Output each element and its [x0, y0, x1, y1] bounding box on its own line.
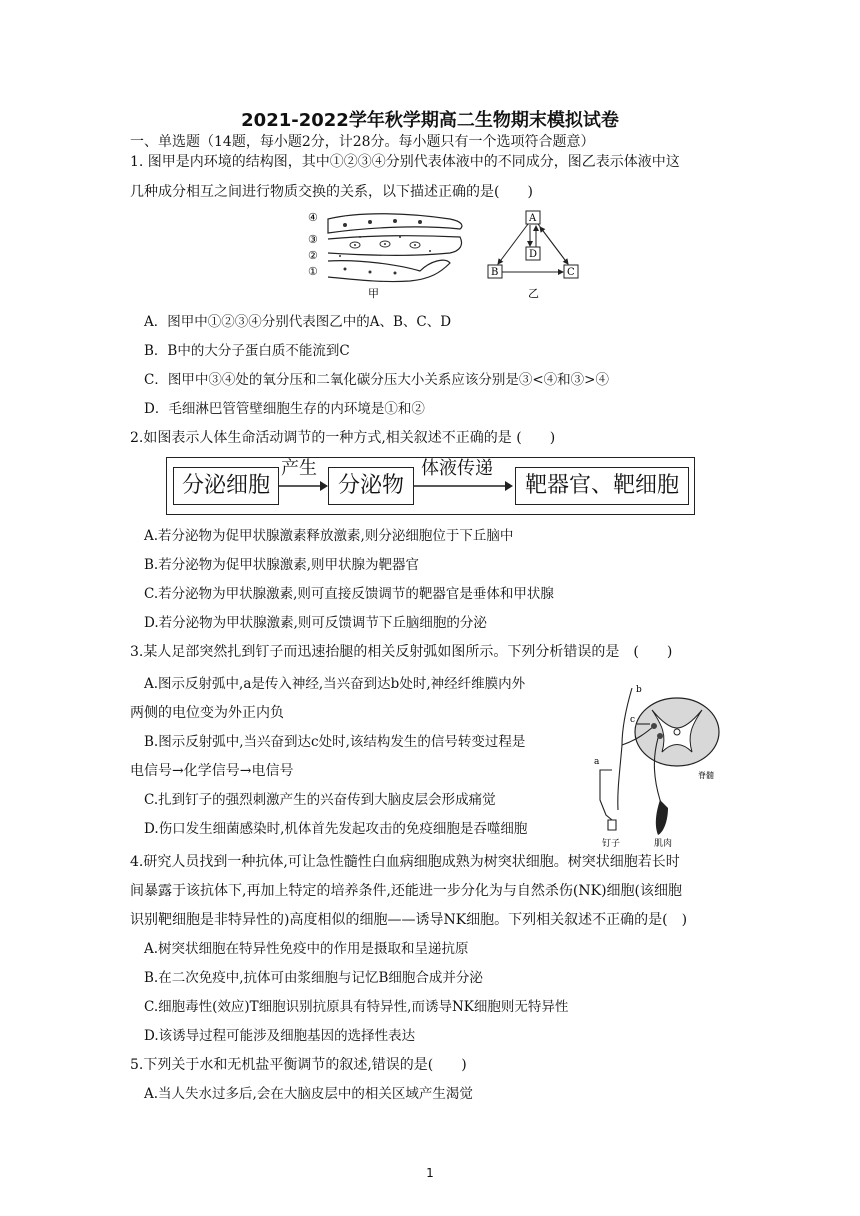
section-header: 一、单选题（14题，每小题2分，计28分。每小题只有一个选项符合题意）: [130, 134, 595, 150]
q3-option-a-line1: A.图示反射弧中,a是传入神经,当兴奋到达b处时,神经纤维膜内外: [144, 676, 526, 692]
label-n4: ④: [308, 211, 318, 224]
label-n2: ②: [308, 249, 318, 262]
q4-option-b: B.在二次免疫中,抗体可由浆细胞与记忆B细胞合成并分泌: [144, 970, 483, 986]
page-number: 1: [426, 1166, 434, 1180]
label-n1: ①: [308, 265, 318, 278]
q1-figure-yi: [484, 207, 584, 302]
label-yi: 乙: [528, 287, 539, 300]
q4-option-d: D.该诱导过程可能涉及细胞基因的选择性表达: [144, 1028, 416, 1044]
box-C: C: [567, 267, 575, 278]
flow-label-transport: 体液传递: [421, 458, 493, 479]
label-b: b: [636, 685, 642, 695]
flow-box-target: 靶器官、靶细胞: [515, 467, 689, 505]
q2-stem: 2.如图表示人体生命活动调节的一种方式,相关叙述不正确的是 ( ): [130, 430, 556, 446]
q4-option-a: A.树突状细胞在特异性免疫中的作用是摄取和呈递抗原: [144, 941, 469, 957]
label-c: c: [630, 715, 636, 725]
q2-option-b: B.若分泌物为促甲状腺激素,则甲状腺为靶器官: [144, 557, 420, 573]
q1-option-c: C．图甲中③④处的氧分压和二氧化碳分压大小关系应该分别是③<④和③>④: [144, 372, 609, 388]
q2-option-c: C.若分泌物为甲状腺激素,则可直接反馈调节的靶器官是垂体和甲状腺: [144, 586, 554, 602]
q1-option-d: D．毛细淋巴管管壁细胞生存的内环境是①和②: [144, 401, 425, 417]
flow-arrow-1: [278, 480, 328, 492]
q3-reflex-arc-figure: [592, 680, 722, 850]
label-a: a: [594, 757, 600, 767]
box-D: D: [529, 249, 538, 260]
q1-option-b: B．B中的大分子蛋白质不能流到C: [144, 343, 350, 359]
box-A: A: [529, 213, 537, 224]
q4-option-c: C.细胞毒性(效应)T细胞识别抗原具有特异性,而诱导NK细胞则无特异性: [144, 999, 569, 1015]
q2-option-a: A.若分泌物为促甲状腺激素释放激素,则分泌细胞位于下丘脑中: [144, 528, 514, 544]
q3-stem: 3.某人足部突然扎到钉子而迅速抬腿的相关反射弧如图所示。下列分析错误的是 ( ): [130, 644, 673, 660]
page-title: 2021-2022学年秋学期高二生物期末模拟试卷: [241, 110, 619, 131]
label-jia: 甲: [368, 287, 379, 300]
q4-stem-line1: 4.研究人员找到一种抗体,可让急性髓性白血病细胞成熟为树突状细胞。树突状细胞若长时: [130, 854, 680, 870]
q1-option-a: A．图甲中①②③④分别代表图乙中的A、B、C、D: [144, 314, 452, 330]
flow-box-secretory-cell: 分泌细胞: [173, 467, 279, 505]
label-nail: 钉子: [602, 839, 621, 849]
q1-figure-jia: [300, 207, 470, 302]
label-n3: ③: [308, 233, 318, 246]
q2-flow-diagram: [166, 457, 695, 515]
q3-option-c: C.扎到钉子的强烈刺激产生的兴奋传到大脑皮层会形成痛觉: [144, 792, 496, 808]
q5-option-a: A.当人失水过多后,会在大脑皮层中的相关区域产生渴觉: [144, 1086, 473, 1102]
box-B: B: [491, 267, 499, 278]
label-muscle: 肌肉: [654, 839, 673, 849]
q3-option-b-line2: 电信号→化学信号→电信号: [130, 763, 294, 779]
flow-arrow-2: [413, 480, 513, 492]
flow-label-produce: 产生: [281, 458, 317, 479]
q4-stem-line3: 识别靶细胞是非特异性的)高度相似的细胞——诱导NK细胞。下列相关叙述不正确的是( ): [130, 912, 688, 928]
q3-option-b-line1: B.图示反射弧中,当兴奋到达c处时,该结构发生的信号转变过程是: [144, 734, 526, 750]
q2-option-d: D.若分泌物为甲状腺激素,则可反馈调节下丘脑细胞的分泌: [144, 615, 487, 631]
q4-stem-line2: 间暴露于该抗体下,再加上特定的培养条件,还能进一步分化为与自然杀伤(NK)细胞(该细胞: [130, 883, 682, 899]
q1-stem-line1: 1. 图甲是内环境的结构图，其中①②③④分别代表体液中的不同成分，图乙表示体液中这: [130, 154, 680, 170]
flow-box-secretion: 分泌物: [328, 467, 414, 505]
q1-stem-line2: 几种成分相互之间进行物质交换的关系，以下描述正确的是( ): [130, 184, 533, 200]
label-spinal-cord: 脊髓: [698, 771, 714, 780]
q3-option-d: D.伤口发生细菌感染时,机体首先发起攻击的免疫细胞是吞噬细胞: [144, 821, 528, 837]
q5-stem: 5.下列关于水和无机盐平衡调节的叙述,错误的是( ): [130, 1057, 467, 1073]
q3-option-a-line2: 两侧的电位变为外正内负: [130, 705, 284, 721]
